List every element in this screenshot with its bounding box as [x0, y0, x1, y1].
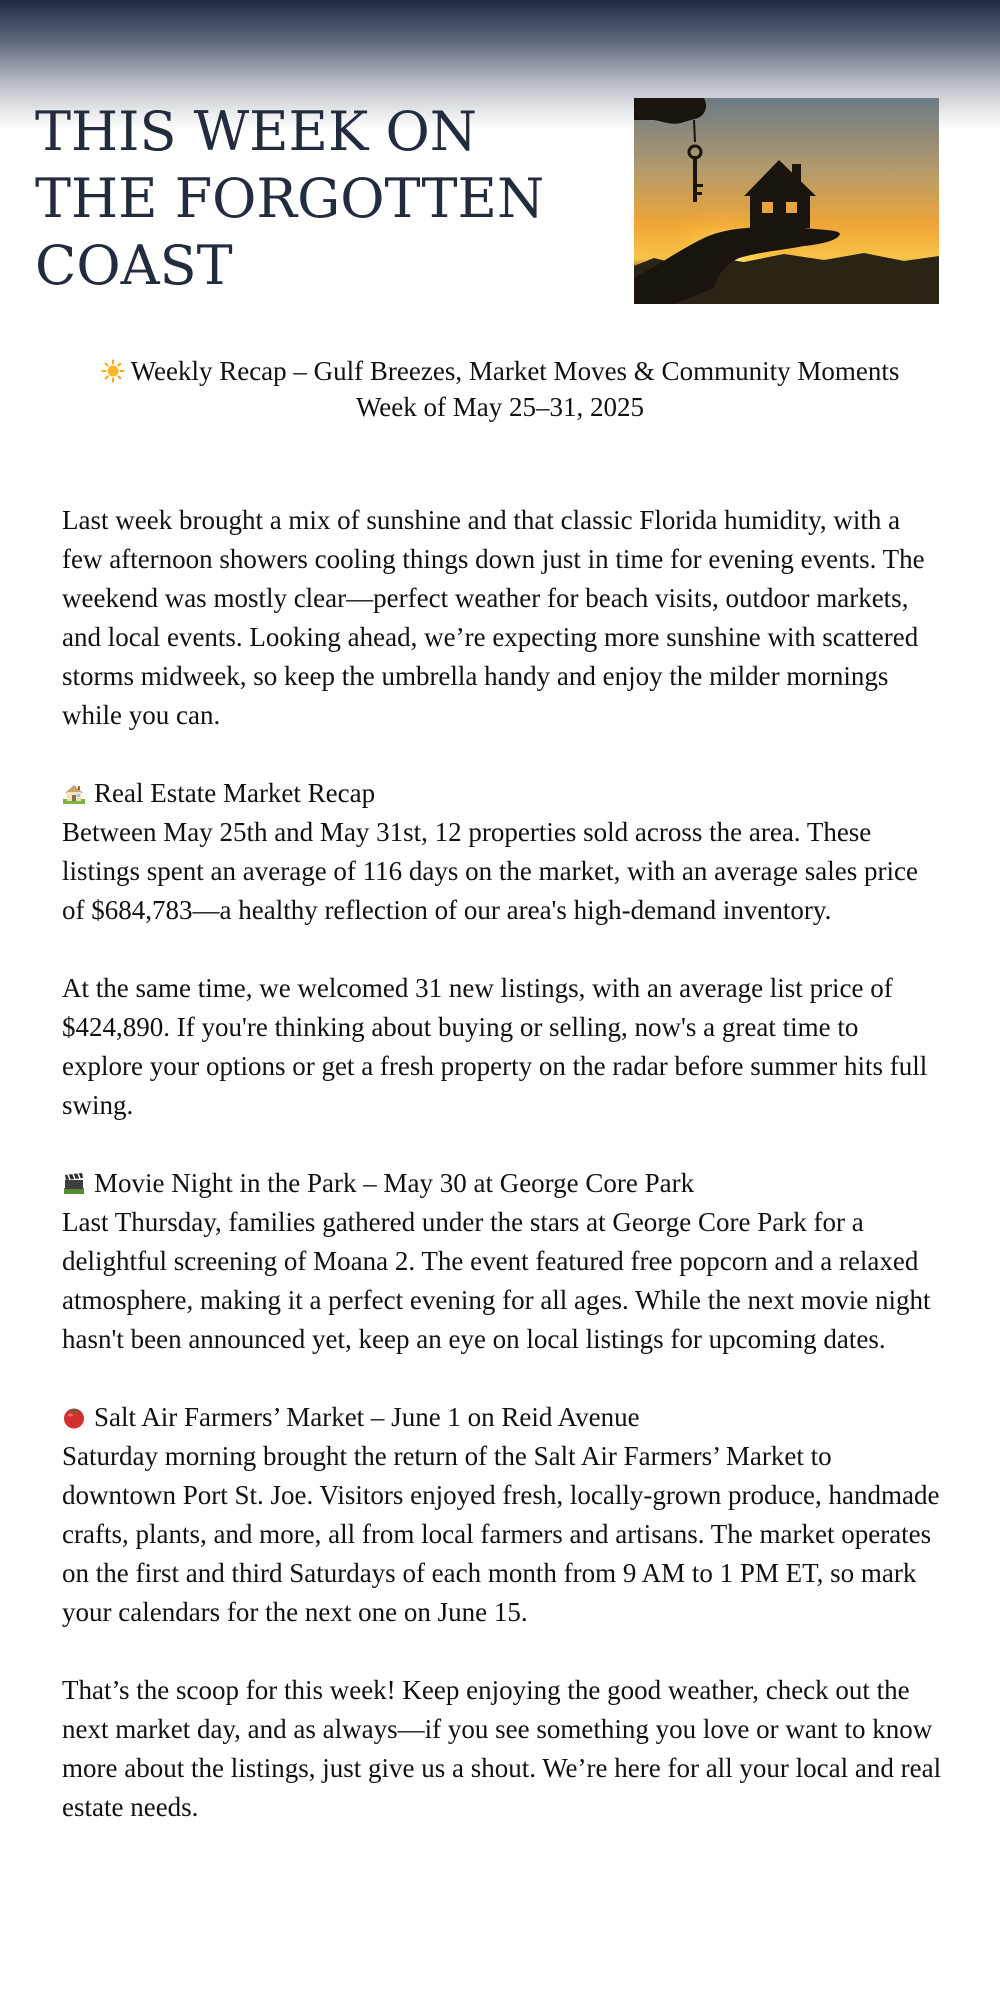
movie-night-body: Last Thursday, families gathered under the stars at George Core Park for a delightful screening of Moana 2. The event featured free popcorn and a relaxed atmosphere, making it a perfect evening for all ages. While the next movie night hasn't been announced yet, keep an eye on local listings for upcoming dates. [62, 1207, 931, 1354]
real-estate-paragraph-2: At the same time, we welcomed 31 new listings, with an average list price of $424,890. If you're thinking about buying or selling, now's a great time to explore your options or get a fresh property on the radar before summer hits full swing. [62, 973, 928, 1120]
tomato-icon [62, 1401, 86, 1425]
real-estate-section [62, 774, 942, 930]
weekly-recap-header [100, 354, 900, 425]
closing-paragraph: That’s the scoop for this week! Keep enjoying the good weather, check out the next market day, and as always—if you see something you love or want to know more about the listings, just give us a shout. We’re here for all your local and real estate needs. [62, 1675, 942, 1822]
weekly-recap-heading: Weekly Recap – Gulf Breezes, Market Moves & Community Moments [130, 356, 900, 386]
page-title-line-3: COAST [35, 234, 233, 297]
hero-image-house-key-sunset [634, 98, 939, 304]
movie-night-title: Movie Night in the Park – May 30 at George Core Park [94, 1168, 695, 1198]
real-estate-paragraph-1: Between May 25th and May 31st, 12 properties sold across the area. These listings spent an average of 116 days on the market, with an average sales price of $684,783—a healthy reflection of our area's high-demand inventory. [62, 817, 918, 925]
real-estate-title: Real Estate Market Recap [94, 778, 376, 808]
page-title-line-2: THE FORGOTTEN [35, 167, 545, 230]
page-title [35, 98, 615, 299]
house-icon [62, 777, 86, 801]
movie-night-section [62, 1164, 942, 1359]
page-title-line-1: THIS WEEK ON [35, 100, 477, 163]
sun-icon [101, 357, 125, 381]
newsletter-body [62, 501, 942, 1827]
intro-paragraph: Last week brought a mix of sunshine and that classic Florida humidity, with a few afternoon showers cooling things down just in time for evening events. The weekend was mostly clear—perfect weather for beach visits, outdoor markets, and local events. Looking ahead, we’re expecting more sunshine with scattered storms midweek, so keep the umbrella handy and enjoy the milder mornings while you can. [62, 505, 925, 730]
farmers-market-title-row [62, 1398, 942, 1437]
clapperboard-icon [62, 1167, 86, 1191]
week-date-range: Week of May 25–31, 2025 [355, 392, 645, 422]
farmers-market-body: Saturday morning brought the return of the Salt Air Farmers’ Market to downtown Port St. Joe. Visitors enjoyed fresh, locally-grown produce, handmade crafts, plants, and more, all from local farmers and artisans. The market operates on the first and third Saturdays of each month from 9 AM to 1 PM ET, so mark your calendars for the next one on June 15. [62, 1441, 940, 1627]
movie-night-title-row [62, 1164, 942, 1203]
real-estate-title-row [62, 774, 942, 813]
farmers-market-section [62, 1398, 942, 1632]
farmers-market-title: Salt Air Farmers’ Market – June 1 on Reid Avenue [94, 1402, 640, 1432]
